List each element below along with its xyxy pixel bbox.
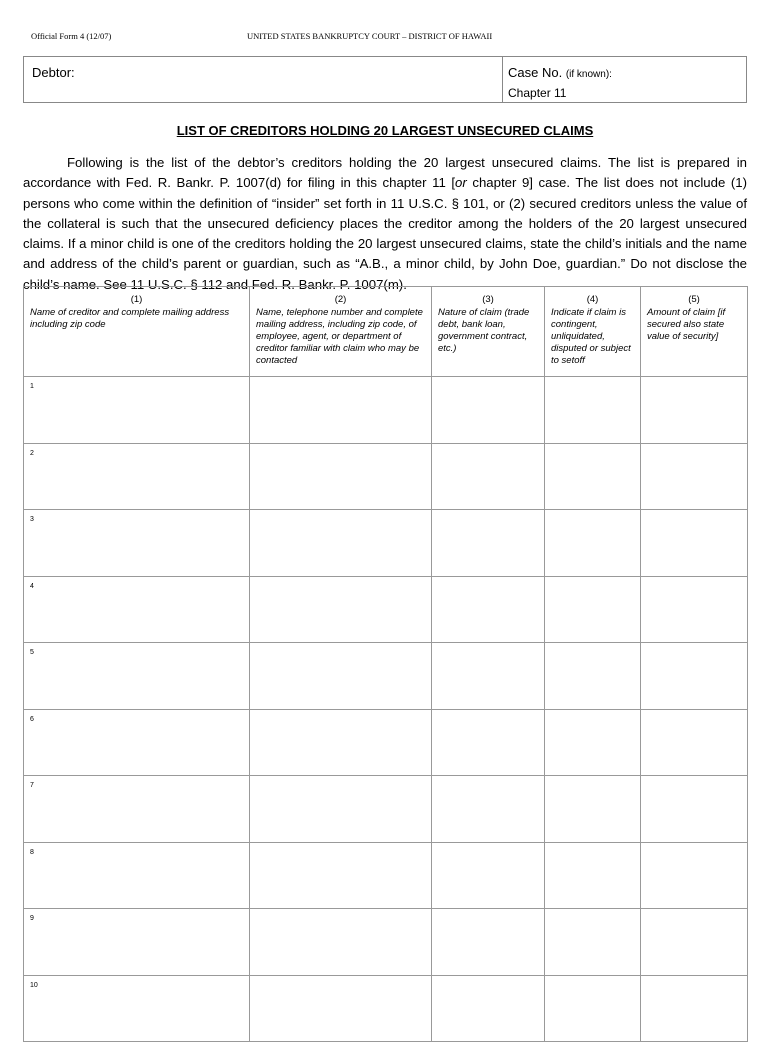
intro-part-2: or xyxy=(455,175,467,191)
intro-part-1: Following is the list of the debtor’s creditors holding the 20 largest unsecured claims. The list is prepared in accordance with Fed. R. Bankr. P. 1007(d) for filing in this chapter 11 [ xyxy=(23,155,747,191)
amount-cell[interactable] xyxy=(641,709,748,776)
amount-cell[interactable] xyxy=(641,776,748,843)
nature-cell[interactable] xyxy=(432,776,545,843)
nature-cell[interactable] xyxy=(432,909,545,976)
chapter-label: Chapter 11 xyxy=(508,86,567,100)
nature-cell[interactable] xyxy=(432,975,545,1042)
table-row xyxy=(24,510,748,577)
nature-cell[interactable] xyxy=(432,842,545,909)
table-row xyxy=(24,576,748,643)
indicate-cell[interactable] xyxy=(545,975,641,1042)
column-description: Name, telephone number and complete mailing address, including zip code, of employee, agent, or department of creditor familiar with claim who may be contacted xyxy=(256,307,423,366)
amount-cell[interactable] xyxy=(641,576,748,643)
nature-cell[interactable] xyxy=(432,709,545,776)
row-number-cell[interactable]: 7 xyxy=(24,776,250,843)
indicate-cell[interactable] xyxy=(545,510,641,577)
indicate-cell[interactable] xyxy=(545,842,641,909)
amount-cell[interactable] xyxy=(641,510,748,577)
debtor-label: Debtor: xyxy=(32,65,75,80)
case-no-text: Case No. xyxy=(508,65,563,80)
nature-cell[interactable] xyxy=(432,443,545,510)
court-name: UNITED STATES BANKRUPTCY COURT – DISTRICT OF HAWAII xyxy=(247,31,493,41)
nature-cell[interactable] xyxy=(432,510,545,577)
column-number: (3) xyxy=(482,294,494,305)
case-number-label xyxy=(508,65,612,80)
column-number: (2) xyxy=(334,294,347,305)
contact-cell[interactable] xyxy=(250,377,432,444)
form-number: Official Form 4 (12/07) xyxy=(31,31,112,41)
contact-cell[interactable] xyxy=(250,842,432,909)
column-description: Name of creditor and complete mailing address including zip code xyxy=(30,307,230,330)
row-number-cell[interactable]: 2 xyxy=(24,443,250,510)
contact-cell[interactable] xyxy=(250,510,432,577)
row-number-cell[interactable]: 9 xyxy=(24,909,250,976)
intro-paragraph xyxy=(23,153,747,295)
table-header-row xyxy=(24,287,748,377)
row-number-cell[interactable]: 6 xyxy=(24,709,250,776)
column-number: (5) xyxy=(688,294,700,305)
contact-cell[interactable] xyxy=(250,709,432,776)
nature-cell[interactable] xyxy=(432,377,545,444)
contact-cell[interactable] xyxy=(250,909,432,976)
indicate-cell[interactable] xyxy=(545,576,641,643)
amount-cell[interactable] xyxy=(641,443,748,510)
row-number-cell[interactable]: 10 xyxy=(24,975,250,1042)
table-row xyxy=(24,643,748,710)
case-no-note: (if known): xyxy=(565,69,612,80)
row-number-cell[interactable]: 4 xyxy=(24,576,250,643)
row-number-cell[interactable]: 1 xyxy=(24,377,250,444)
indicate-cell[interactable] xyxy=(545,709,641,776)
intro-part-3: chapter 9] case. The list does not include (1) persons who come within the definition of “insider” set forth in 11 U.S.C. § 101, or (2) secured creditors unless the value of the collateral is such that the unsecured deficiency places the creditor among the holders of the 20 largest unsecured claims. If a minor child is one of the creditors holding the 20 largest unsecured claims, state the child’s initials and the name and address of the child’s parent or guardian, such as “A.B., a minor child, by John Doe, guardian.” Do not disclose the child’s name. See 11 U.S.C. § 112 and Fed. R. Bankr. P. 1007(m). xyxy=(23,175,747,292)
indicate-cell[interactable] xyxy=(545,643,641,710)
row-number-cell[interactable]: 8 xyxy=(24,842,250,909)
column-header-3 xyxy=(432,287,545,377)
contact-cell[interactable] xyxy=(250,443,432,510)
table-row xyxy=(24,776,748,843)
contact-cell[interactable] xyxy=(250,776,432,843)
table-row xyxy=(24,842,748,909)
debtor-box-divider xyxy=(502,57,503,102)
column-description: Indicate if claim is contingent, unliquidated, disputed or subject to setoff xyxy=(551,307,631,366)
row-number-cell[interactable]: 3 xyxy=(24,510,250,577)
amount-cell[interactable] xyxy=(641,377,748,444)
column-number: (4) xyxy=(586,294,599,305)
indicate-cell[interactable] xyxy=(545,377,641,444)
nature-cell[interactable] xyxy=(432,643,545,710)
table-row xyxy=(24,909,748,976)
table-row xyxy=(24,377,748,444)
table-row xyxy=(24,709,748,776)
nature-cell[interactable] xyxy=(432,576,545,643)
indicate-cell[interactable] xyxy=(545,776,641,843)
contact-cell[interactable] xyxy=(250,576,432,643)
amount-cell[interactable] xyxy=(641,842,748,909)
column-header-2 xyxy=(250,287,432,377)
amount-cell[interactable] xyxy=(641,643,748,710)
indicate-cell[interactable] xyxy=(545,909,641,976)
table-row xyxy=(24,975,748,1042)
page-title: LIST OF CREDITORS HOLDING 20 LARGEST UNSECURED CLAIMS xyxy=(176,123,594,138)
debtor-box xyxy=(23,56,747,103)
contact-cell[interactable] xyxy=(250,643,432,710)
amount-cell[interactable] xyxy=(641,975,748,1042)
amount-cell[interactable] xyxy=(641,909,748,976)
table-row xyxy=(24,443,748,510)
column-header-4 xyxy=(545,287,641,377)
column-header-1 xyxy=(24,287,250,377)
column-header-5 xyxy=(641,287,748,377)
row-number-cell[interactable]: 5 xyxy=(24,643,250,710)
indicate-cell[interactable] xyxy=(545,443,641,510)
creditors-table xyxy=(23,286,748,1042)
contact-cell[interactable] xyxy=(250,975,432,1042)
column-number: (1) xyxy=(130,294,143,305)
column-description: Amount of claim [if secured also state value of security] xyxy=(647,307,726,342)
column-description: Nature of claim (trade debt, bank loan, government contract, etc.) xyxy=(438,307,530,354)
